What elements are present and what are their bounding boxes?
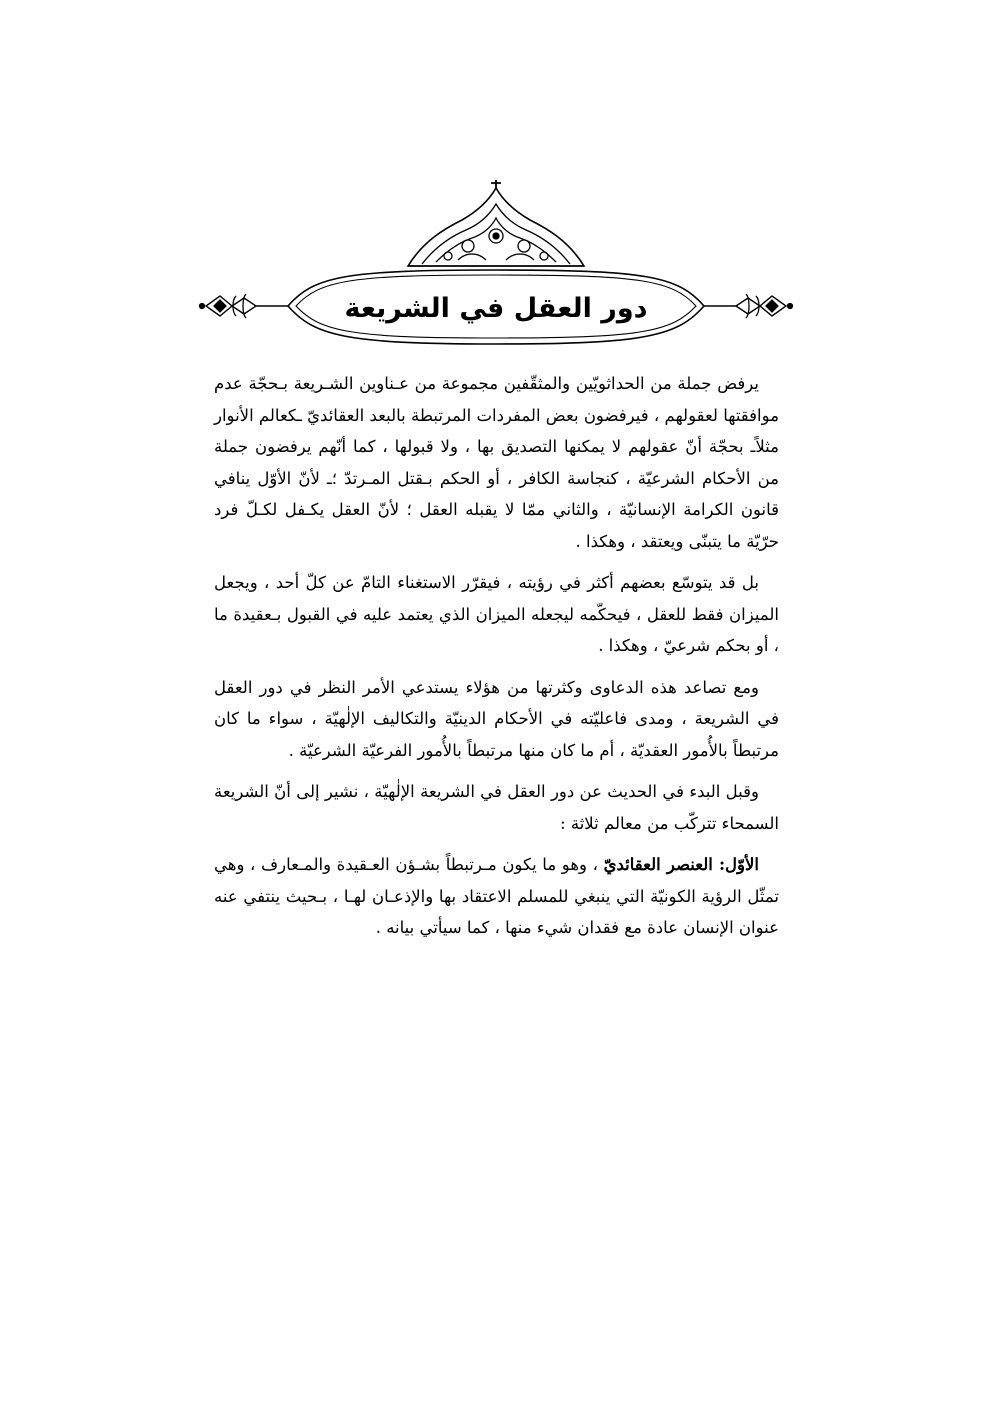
left-finial-icon xyxy=(200,294,289,318)
crest-ornament-icon xyxy=(408,180,584,266)
paragraph-1: يرفض جملة من الحداثويّين والمثقّفين مجموعة من عـناوين الشـريعة بـحجّة عدم موافقتها لعقولهم ، فيرفضون بعض المفردات المرتبطة بالبعد العقائديّ ـكعالم الأنوار مثلاًـ بحجّة أنّ عقولهم لا يمكنها التصديق بها ، ولا قبولها ، كما أنّهم يرفضون جملة من الأحكام الشرعيّة ، كنجاسة الكافر ، أو الحكم بـقتل المـرتدّ ؛ـ لأنّ الأوّل ينافي قانون الكرامة الإنسانيّة ، والثاني ممّا لا يقبله العقل ؛ لأنّ العقل يكـفل لكـلّ فرد حرّيّة ما يتبنّى ويعتقد ، وهكذا . xyxy=(214,374,779,551)
chapter-title: دور العقل في الشريعة xyxy=(344,293,648,324)
chapter-header xyxy=(196,180,796,360)
paragraph-3: ومع تصاعد هذه الدعاوى وكثرتها من هؤلاء يستدعي الأمر النظر في دور العقل في الشريعة ، ومدى فاعليّته في الأحكام الدينيّة والتكاليف الإلٰهيّة ، سواء ما كان مرتبطاً بالأُمور العقديّة ، أم ما كان منها مرتبطاً بالأُمور الفرعيّة الشرعيّة . xyxy=(214,677,779,760)
paragraph-5 xyxy=(214,849,779,944)
right-finial-icon xyxy=(704,294,793,318)
ornamental-frame xyxy=(196,180,796,360)
body-text xyxy=(214,368,779,954)
paragraph-5-text: ، وهو ما يكون مـرتبطاً بشـؤن العـقيدة والمـعارف ، وهي تمثّل الرؤية الكونيّة التي ينبغي للمسلم الاعتقاد بها والإذعـان لهـا ، بـحيث ينتفي عنه عنوان الإنسان عادة مع فقدان شيء منها ، كما سيأتي بيانه . xyxy=(214,855,779,937)
paragraph-5-lead: الأوّل: العنصر العقائديّ xyxy=(603,855,760,874)
paragraph-4: وقبل البدء في الحديث عن دور العقل في الشريعة الإلٰهيّة ، نشير إلى أنّ الشريعة السمحاء تتركّب من معالم ثلاثة : xyxy=(214,782,779,833)
paragraph-2: بل قد يتوسّع بعضهم أكثر في رؤيته ، فيقرّر الاستغناء التامّ عن كلّ أحد ، ويجعل الميزان فقط للعقل ، فيحكّمه ليجعله الميزان الذي يعتمد عليه في القبول بـعقيدة ما ، أو بحكم شرعيّ ، وهكذا . xyxy=(214,573,779,655)
